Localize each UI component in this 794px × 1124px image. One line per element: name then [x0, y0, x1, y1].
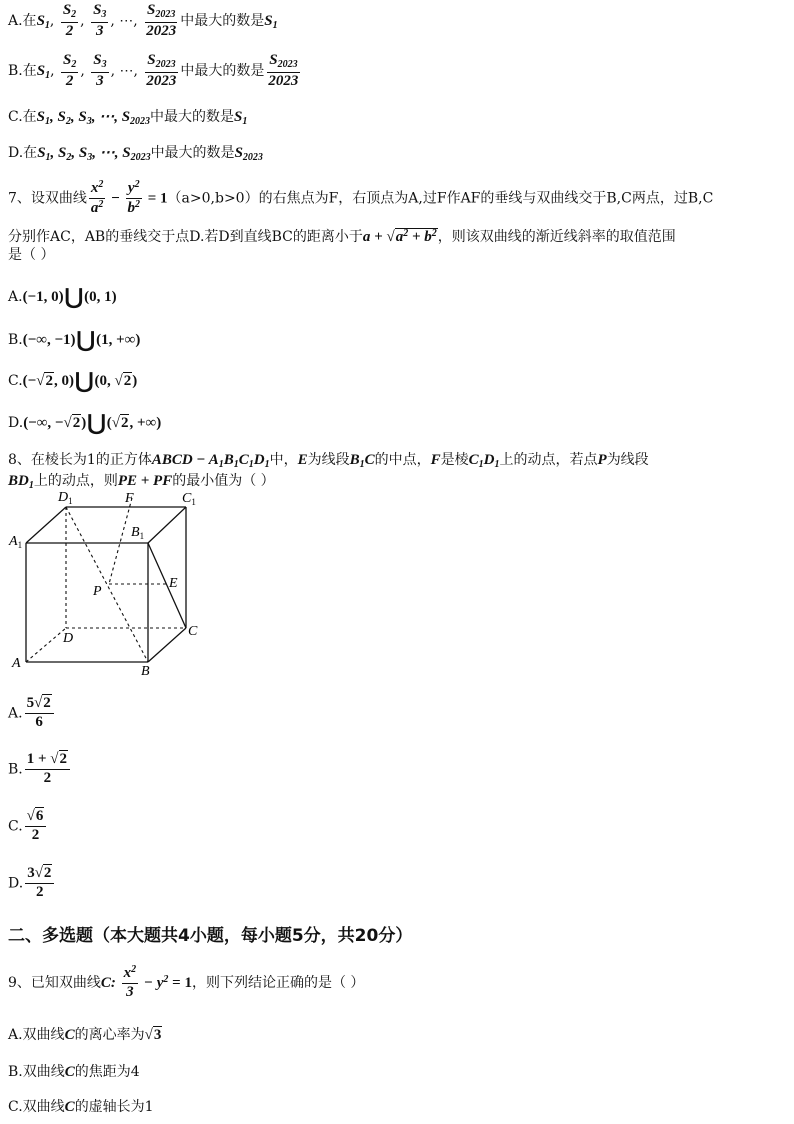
- q9-option-c: C.双曲线C的虚轴长为1: [8, 1099, 154, 1115]
- label-c1: $C_1$: [182, 491, 196, 507]
- q8-text: 上的动点，若点: [499, 452, 598, 468]
- option-label: C.双曲线: [8, 1099, 65, 1115]
- q7-stem-line3: 是（ ）: [8, 247, 55, 263]
- q9-stem: 9、已知双曲线C: $\frac{x^2}{3}$ − $y^2 = 1$，则下列结论正确的是（ ）: [8, 964, 365, 1000]
- q9-option-a: A.双曲线C的离心率为√3: [8, 1027, 162, 1043]
- q8-option-c: C. $\frac{√6}{2}$: [8, 809, 48, 844]
- cube-figure: [6, 490, 206, 680]
- q6-option-c: C.在$S_1$, $S_2$, $S_3$, ⋯, $S_{2023}$中最大的数是$S_1$: [8, 109, 248, 127]
- option-label: B.: [8, 332, 23, 348]
- q8-text: 上的动点，则: [33, 473, 118, 489]
- label-d1: $D_1$: [58, 490, 73, 506]
- option-text: 中最大的数是: [150, 145, 235, 161]
- option-text: 的焦距为4: [74, 1064, 140, 1080]
- q8-text: 为线段: [307, 452, 350, 468]
- label-a1: $A_1$: [9, 534, 23, 550]
- label-b1: $B_1$: [131, 525, 145, 541]
- edge-a1d1: [26, 507, 66, 543]
- label-p: P: [93, 584, 102, 599]
- option-label: B.在: [8, 63, 37, 80]
- label-b: B: [141, 664, 150, 679]
- q8-text: 中，: [269, 452, 298, 468]
- label-a: A: [12, 656, 21, 671]
- q7-option-c: C.(−√2, 0)⋃(0, √2): [8, 369, 138, 394]
- union-symbol: ⋃: [87, 411, 106, 436]
- option-label: A.: [8, 705, 23, 722]
- segment-b1c: [148, 543, 186, 628]
- union-symbol: ⋃: [76, 328, 96, 353]
- q7-stem-line2: 分别作AC，AB的垂线交于点D.若D到直线BC的距离小于$a + √a^2 + b^2$，则该双曲线的渐近线斜率的取值范围: [8, 228, 676, 245]
- option-label: A.: [8, 289, 23, 305]
- q8-option-a: A. $\frac{5√2}{6}$: [8, 696, 56, 731]
- q8-stem-line2: $BD_1$上的动点，则PE + PF的最小值为（ ）: [8, 473, 275, 491]
- union-symbol: ⋃: [64, 285, 84, 310]
- q8-option-b: B. $\frac{1 + √2}{2}$: [8, 752, 72, 787]
- label-c: C: [188, 624, 198, 639]
- q6-option-a: A.在$S_1$, $\frac{S_2}{2}$ , $\frac{S_3}{3}$ , ⋯, $\frac{S_{2023}}{2023}$ 中最大的数是$S_1$: [8, 2, 278, 39]
- q7-option-b: B.(−∞, −1)⋃(1, +∞): [8, 328, 141, 353]
- label-d: D: [63, 631, 74, 646]
- q9-option-b: B.双曲线C的焦距为4: [8, 1064, 140, 1080]
- option-label: A.在: [8, 13, 37, 30]
- q9-text: ，则下列结论正确的是（ ）: [191, 974, 365, 991]
- q9-text: 9、已知双曲线: [8, 974, 101, 991]
- q8-text: 8、在棱长为1的正方体: [8, 452, 152, 468]
- q8-option-d: D. $\frac{3√2}{2}$: [8, 866, 56, 901]
- option-text: 中最大的数是: [150, 109, 235, 125]
- option-label: A.双曲线: [8, 1027, 65, 1043]
- option-label: D.在: [8, 145, 38, 161]
- q7-text: ，则该双曲线的渐近线斜率的取值范围: [437, 229, 676, 245]
- edge-b1c1: [148, 507, 186, 543]
- option-label: C.: [8, 818, 23, 835]
- edge-ad: [26, 628, 66, 662]
- q7-text: 分别作AC，AB的垂线交于点D.若D到直线BC的距离小于: [8, 229, 363, 245]
- label-e: E: [169, 576, 178, 591]
- option-label: D.: [8, 875, 24, 892]
- option-text: 的虚轴长为1: [74, 1099, 154, 1115]
- option-label: B.: [8, 761, 23, 778]
- union-symbol: ⋃: [74, 369, 94, 394]
- option-text: 中最大的数是: [180, 13, 265, 30]
- q8-stem-line1: 8、在棱长为1的正方体ABCD − $A_1B_1C_1D_1$中，E为线段$B_1C$的中点，F是棱$C_1D_1$上的动点，若点P为线段: [8, 452, 649, 470]
- q6-option-d: D.在$S_1$, $S_2$, $S_3$, ⋯, $S_{2023}$中最大的数是$S_{2023}$: [8, 145, 263, 163]
- edge-bc: [148, 628, 186, 662]
- option-label: B.双曲线: [8, 1064, 65, 1080]
- q7-option-a: A.(−1, 0)⋃(0, 1): [8, 285, 117, 310]
- option-text: 中最大的数是: [180, 63, 265, 80]
- option-text: 的离心率为: [74, 1027, 145, 1043]
- segment-pf: [109, 498, 132, 584]
- q6-option-b: B.在$S_1$, $\frac{S_2}{2}$ , $\frac{S_3}{3}$ , ⋯, $\frac{S_{2023}}{2023}$ 中最大的数是 $\frac{S_{2023}}{2023}$: [8, 52, 299, 89]
- section-heading: 二、多选题（本大题共4小题，每小题5分，共20分）: [8, 926, 413, 946]
- q7-option-d: D.(−∞, −√2)⋃(√2, +∞): [8, 411, 162, 436]
- option-label: C.在: [8, 109, 37, 125]
- q7-stem-line1: 7、设双曲线 $\frac{x^2}{a^2}$ − $\frac{y^2}{b^2}$ = 1（a>0,b>0）的右焦点为F，右顶点为A,过F作AF的垂线与双曲线交于B,C两点，过B,C: [8, 179, 714, 216]
- q7-prefix: 7、设双曲线: [8, 190, 87, 207]
- q8-text: 是棱: [440, 452, 469, 468]
- option-label: D.: [8, 415, 24, 431]
- q7-condition: （a>0,b>0）的右焦点为F，右顶点为A,过F作AF的垂线与双曲线交于B,C两点，过B,C: [167, 190, 714, 207]
- q8-text: 的最小值为（ ）: [172, 473, 275, 489]
- q8-text: 为线段: [606, 452, 649, 468]
- label-f: F: [125, 491, 134, 506]
- q8-text: 的中点，: [374, 452, 431, 468]
- option-label: C.: [8, 373, 23, 389]
